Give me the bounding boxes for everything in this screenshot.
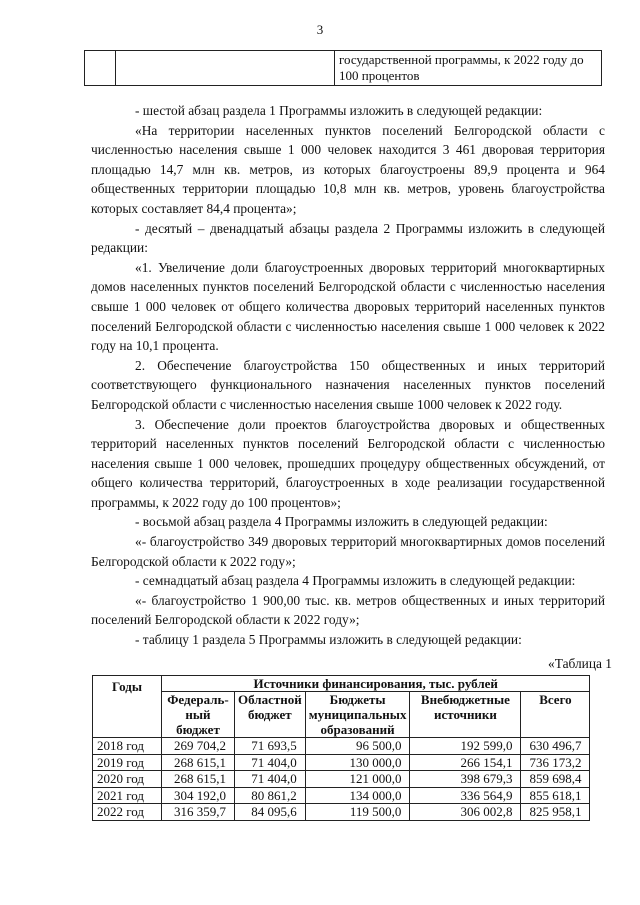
table-cell: 2021 год [93, 787, 162, 804]
table-cell: государственной программы, к 2022 году до 100 процентов [335, 51, 602, 86]
table-cell: 336 564,9 [410, 787, 521, 804]
table-cell [85, 51, 116, 86]
paragraph: - десятый – двенадцатый абзацы раздела 2 Программы изложить в следующей редакции: [91, 220, 605, 256]
column-header: Бюджеты муниципальных образований [305, 692, 410, 738]
table-cell: 2018 год [93, 738, 162, 755]
table-cell: 2022 год [93, 804, 162, 821]
table-cell: 266 154,1 [410, 754, 521, 771]
paragraph: - семнадцатый абзац раздела 4 Программы изложить в следующей редакции: [135, 573, 576, 589]
table-cell: 134 000,0 [305, 787, 410, 804]
table-cell: 855 618,1 [521, 787, 590, 804]
column-header: Всего [521, 692, 590, 738]
paragraph: 3. Обеспечение доли проектов благоустройства дворовых и общественных территорий населенных пунктов поселений Белгородской области с численностью населения свыше 1 000 человек, прошедших процедуру общественных обсуждений, от общего количества территорий, благоустроенных в ходе реализации государственной программы, к 2022 году до 100 процентов»; [91, 416, 605, 510]
table-cell: 306 002,8 [410, 804, 521, 821]
paragraph: - шестой абзац раздела 1 Программы изложить в следующей редакции: [135, 103, 543, 118]
table-cell: 130 000,0 [305, 754, 410, 771]
table-cell: 84 095,6 [235, 804, 306, 821]
table-cell: 71 404,0 [235, 754, 306, 771]
page-number: 3 [316, 22, 324, 37]
table-body [93, 738, 590, 821]
table-cell: 121 000,0 [305, 771, 410, 788]
table-cell: 119 500,0 [305, 804, 410, 821]
table-caption: «Таблица 1 [548, 656, 612, 671]
table-cell: 269 704,2 [162, 738, 235, 755]
table-cell: 825 958,1 [521, 804, 590, 821]
table-row [93, 738, 590, 755]
paragraph: «На территории населенных пунктов поселений Белгородской области с численностью населения свыше 1 000 человек находится 3 461 дворовая территория площадью 14,7 млн кв. метров, из которых благоустроены 89,9 процента и 964 общественных территории площадью 10,8 млн кв. метров, уровень благоустройства которых составляет 84,4 процента»; [91, 122, 605, 216]
table-row [85, 51, 602, 86]
table-cell: 736 173,2 [521, 754, 590, 771]
table-cell: 630 496,7 [521, 738, 590, 755]
table-row [93, 754, 590, 771]
table-cell: 304 192,0 [162, 787, 235, 804]
column-header: Федераль-ный бюджет [162, 692, 235, 738]
table-cell: 71 693,5 [235, 738, 306, 755]
table-cell: 859 698,4 [521, 771, 590, 788]
column-header-years: Годы [93, 676, 162, 738]
paragraph: «1. Увеличение доли благоустроенных дворовых территорий многоквартирных домов населенных пунктов поселений Белгородской области с численностью населения свыше 1 000 человек от общего количества дворовых территорий населенных пунктов поселений Белгородской области с численностью населения свыше 1 000 человек к 2022 году на 10,1 процента. [91, 259, 605, 354]
paragraph: - таблицу 1 раздела 5 Программы изложить в следующей редакции: [135, 632, 522, 648]
paragraph: 2. Обеспечение благоустройства 150 общественных и иных территорий соответствующего функционального назначения населенных пунктов поселений Белгородской области с численностью населения свыше 1000 человек к 2022 году. [91, 357, 605, 412]
table-row [93, 787, 590, 804]
table-cell: 71 404,0 [235, 771, 306, 788]
table-cell: 268 615,1 [162, 771, 235, 788]
table-cell: 96 500,0 [305, 738, 410, 755]
document-body [91, 101, 605, 650]
table-header-row [93, 692, 590, 738]
table-cell: 316 359,7 [162, 804, 235, 821]
paragraph: «- благоустройство 349 дворовых территорий многоквартирных домов поселений Белгородской области к 2022 году»; [91, 534, 605, 569]
financing-table [92, 675, 590, 821]
group-header: Источники финансирования, тыс. рублей [162, 676, 590, 692]
table-cell: 268 615,1 [162, 754, 235, 771]
table-row [93, 804, 590, 821]
paragraph: «- благоустройство 1 900,00 тыс. кв. метров общественных и иных территорий поселений Белгородской области к 2022 году»; [91, 592, 605, 628]
table-cell: 398 679,3 [410, 771, 521, 788]
table-cell: 2020 год [93, 771, 162, 788]
continuation-table [84, 50, 602, 86]
table-cell [116, 51, 335, 86]
table-row [93, 771, 590, 788]
paragraph: - восьмой абзац раздела 4 Программы изложить в следующей редакции: [135, 514, 548, 530]
table-cell: 192 599,0 [410, 738, 521, 755]
column-header: Внебюджетные источники [410, 692, 521, 738]
table-header-row [93, 676, 590, 692]
table-cell: 80 861,2 [235, 787, 306, 804]
table-cell: 2019 год [93, 754, 162, 771]
column-header: Областной бюджет [235, 692, 306, 738]
